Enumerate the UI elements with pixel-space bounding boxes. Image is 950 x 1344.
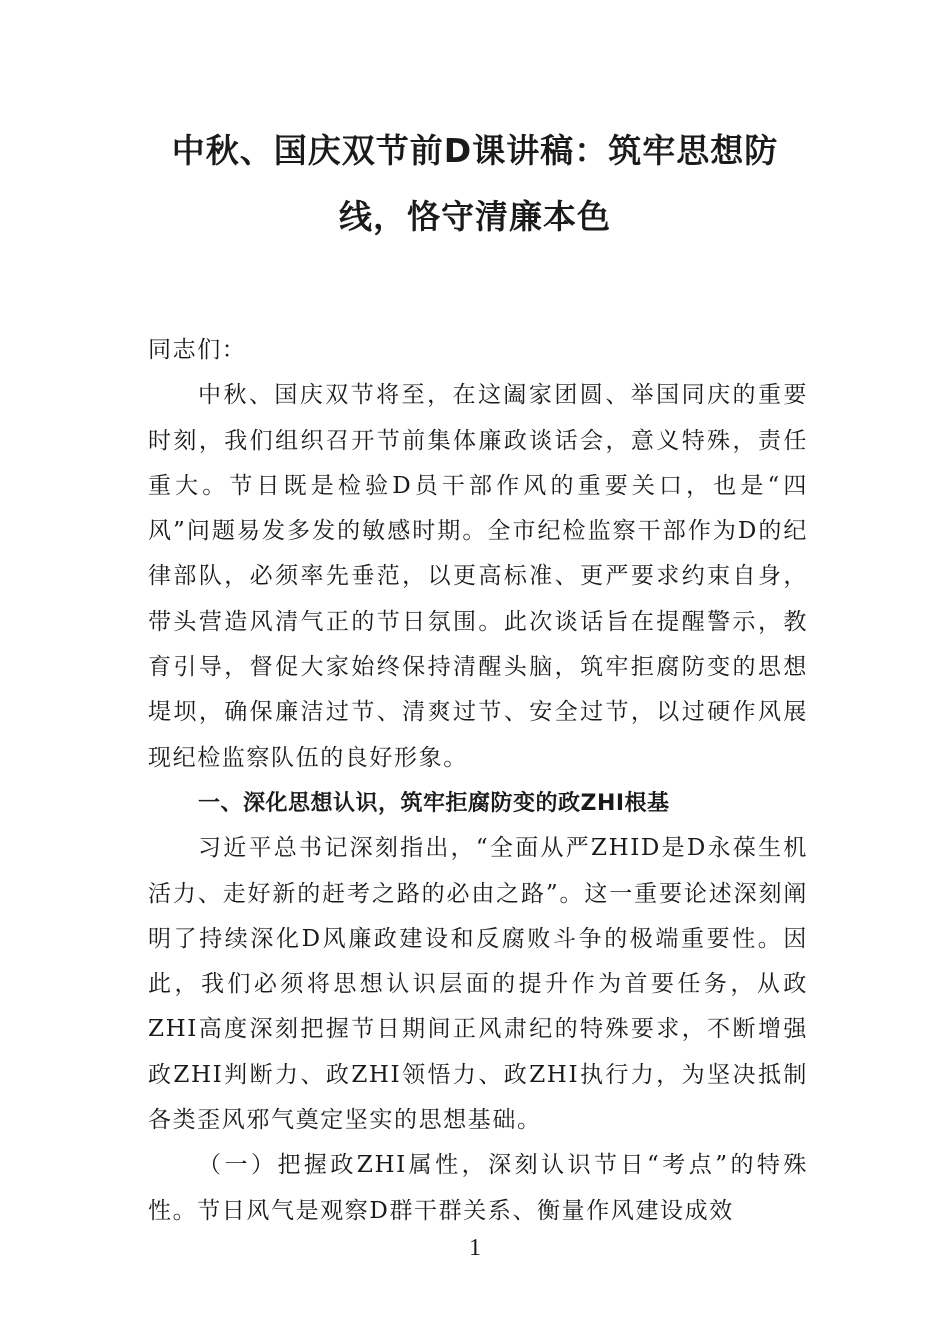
page-number: 1 bbox=[469, 1235, 481, 1261]
section-1-heading: 一、深化思想认识，筑牢拒腐防变的政ZHI根基 bbox=[198, 790, 670, 816]
document-title-line-1: 中秋、国庆双节前D课讲稿：筑牢思想防 bbox=[171, 131, 779, 170]
section-1-paragraph: 习近平总书记深刻指出，“全面从严ZHID是D永葆生机活力、走好新的赶考之路的必由之路”。这一重要论述深刻阐明了持续深化D风廉政建设和反腐败斗争的极端重要性。因此，我们必须将思想认识层面的提升作为首要任务，从政ZHI高度深刻把握节日期间正风肃纪的特殊要求，不断增强政ZHI判断力、政ZHI领悟力、政ZHI执行力，为坚决抵制各类歪风邪气奠定坚实的思想基础。 bbox=[148, 835, 808, 1134]
subsection-1-paragraph bbox=[148, 1143, 808, 1234]
salutation: 同志们： bbox=[148, 337, 247, 363]
subsection-1-lead: （一）把握政ZHI属性，深刻认识节日“考点”的特殊性。 bbox=[148, 1152, 808, 1224]
subsection-1-text: 节日风气是观察D群干群关系、衡量作风建设成效 bbox=[197, 1197, 734, 1224]
document-title-line-2: 线，恪守清廉本色 bbox=[339, 197, 611, 236]
document-body bbox=[148, 328, 808, 1234]
intro-paragraph: 中秋、国庆双节将至，在这阖家团圆、举国同庆的重要时刻，我们组织召开节前集体廉政谈话会，意义特殊，责任重大。节日既是检验D员干部作风的重要关口，也是“四风”问题易发多发的敏感时期。全市纪检监察干部作为D的纪律部队，必须率先垂范，以更高标准、更严要求约束自身，带头营造风清气正的节日氛围。此次谈话旨在提醒警示，教育引导，督促大家始终保持清醒头脑，筑牢拒腐防变的思想堤坝，确保廉洁过节、清爽过节、安全过节，以过硬作风展现纪检监察队伍的良好形象。 bbox=[148, 382, 808, 771]
